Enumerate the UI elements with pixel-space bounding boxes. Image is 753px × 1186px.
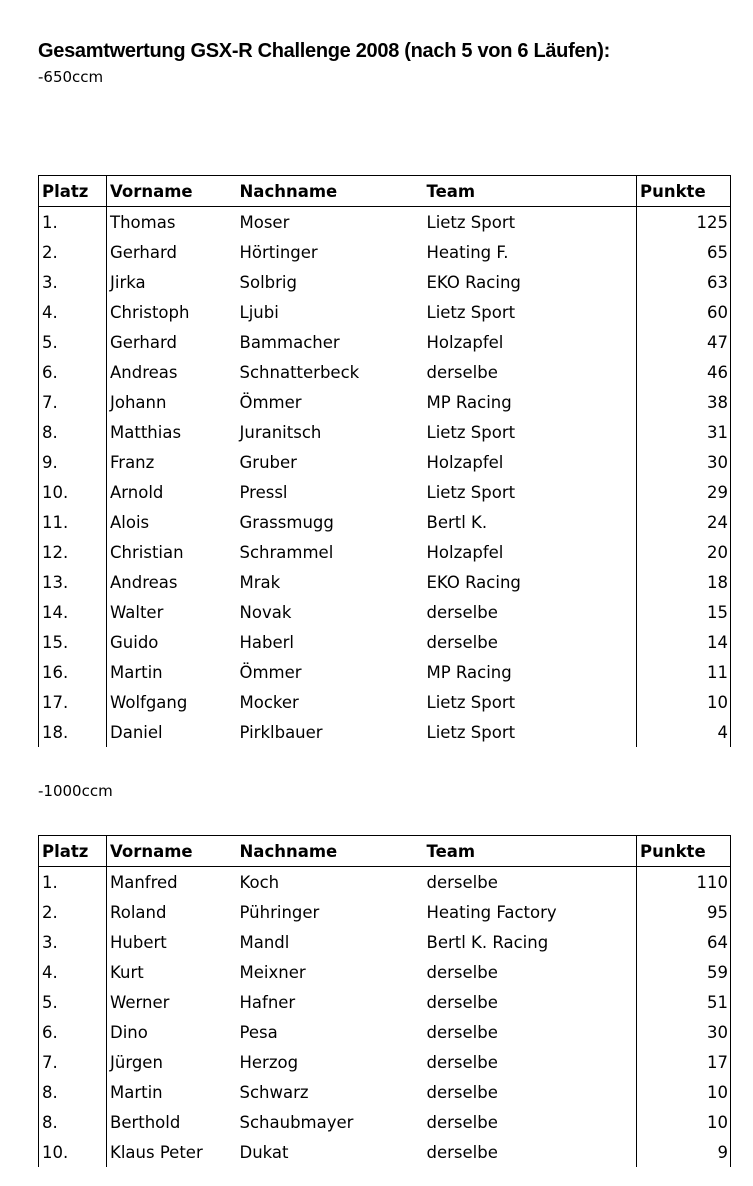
table-row [39,1107,731,1137]
cell-punkte: 64 [637,927,731,957]
column-header-platz: Platz [39,176,107,207]
cell-punkte: 10 [637,687,731,717]
cell-nachname: Hafner [239,992,296,1012]
cell-vorname: Gerhard [107,327,237,357]
cell-vorname: Manfred [107,867,237,898]
cell-vorname: Werner [107,987,237,1017]
cell-team: Lietz Sport [426,722,516,742]
cell-punkte: 63 [637,267,731,297]
table-row [39,987,731,1017]
column-header-punkte: Punkte [637,176,731,207]
cell-punkte: 10 [637,1077,731,1107]
cell-platz: 6. [39,357,107,387]
cell-platz: 17. [39,687,107,717]
cell-platz: 14. [39,597,107,627]
cell-team: derselbe [426,992,498,1012]
cell-platz: 4. [39,957,107,987]
section-label-1000ccm: -1000ccm [38,782,113,800]
cell-punkte: 125 [637,207,731,238]
cell-punkte: 47 [637,327,731,357]
results-table-1000ccm [38,835,731,1167]
cell-vorname: Martin [107,1077,237,1107]
cell-nachname: Dukat [239,1142,289,1162]
cell-punkte: 17 [637,1047,731,1077]
cell-platz: 9. [39,447,107,477]
column-header-nachname: Nachname [237,176,424,207]
cell-nachname: Schaubmayer [239,1112,354,1132]
cell-punkte: 31 [637,417,731,447]
cell-team: derselbe [426,872,498,892]
cell-team: derselbe [426,1112,498,1132]
cell-nachname: Koch [239,872,280,892]
table-row [39,957,731,987]
table-row [39,717,731,747]
cell-team: derselbe [426,962,498,982]
table-row [39,897,731,927]
cell-platz: 15. [39,627,107,657]
cell-team: EKO Racing [426,272,521,292]
cell-punkte: 110 [637,867,731,898]
table-row [39,1077,731,1107]
cell-team: EKO Racing [426,572,521,592]
cell-team: Lietz Sport [426,212,516,232]
table-row [39,267,731,297]
section-label-650ccm: -650ccm [38,68,104,86]
cell-nachname: Ljubi [239,302,279,322]
cell-platz: 8. [39,417,107,447]
cell-nachname: Pirklbauer [239,722,323,742]
cell-platz: 5. [39,327,107,357]
cell-punkte: 30 [637,447,731,477]
cell-nachname: Haberl [239,632,295,652]
column-header-platz: Platz [39,836,107,867]
cell-nachname: Bammacher [239,332,340,352]
cell-platz: 7. [39,1047,107,1077]
cell-team: Holzapfel [426,332,504,352]
cell-platz: 13. [39,567,107,597]
cell-nachname: Ömmer [239,662,302,682]
cell-nachname: Grassmugg [239,512,334,532]
cell-punkte: 15 [637,597,731,627]
table-row [39,387,731,417]
cell-team: derselbe [426,1052,498,1072]
cell-punkte: 29 [637,477,731,507]
cell-team: Lietz Sport [426,422,516,442]
cell-punkte: 65 [637,237,731,267]
cell-platz: 2. [39,237,107,267]
cell-platz: 2. [39,897,107,927]
table-row [39,1047,731,1077]
cell-nachname: Mrak [239,572,281,592]
cell-team: derselbe [426,632,498,652]
table-row [39,237,731,267]
column-header-punkte: Punkte [637,836,731,867]
cell-vorname: Johann [107,387,237,417]
cell-vorname: Arnold [107,477,237,507]
cell-team: Lietz Sport [426,692,516,712]
cell-vorname: Klaus Peter [107,1137,237,1167]
table-row [39,447,731,477]
cell-platz: 6. [39,1017,107,1047]
column-header-vorname: Vorname [107,836,237,867]
cell-nachname: Novak [239,602,292,622]
header-row [39,836,731,867]
cell-team: Holzapfel [426,452,504,472]
cell-nachname: Mocker [239,692,299,712]
cell-team: derselbe [426,1142,498,1162]
cell-platz: 10. [39,477,107,507]
cell-team: Heating F. [426,242,509,262]
cell-vorname: Guido [107,627,237,657]
column-header-team: Team [424,176,637,207]
cell-vorname: Dino [107,1017,237,1047]
page-title: Gesamtwertung GSX-R Challenge 2008 (nach 5 von 6 Läufen): [38,40,610,62]
cell-platz: 4. [39,297,107,327]
cell-vorname: Andreas [107,567,237,597]
cell-team: MP Racing [426,392,512,412]
cell-platz: 10. [39,1137,107,1167]
cell-platz: 8. [39,1077,107,1107]
cell-nachname: Gruber [239,452,297,472]
cell-nachname: Meixner [239,962,306,982]
cell-vorname: Jirka [107,267,237,297]
results-table-650ccm [38,175,731,747]
table-row [39,207,731,238]
table-row [39,507,731,537]
table-row [39,357,731,387]
cell-vorname: Matthias [107,417,237,447]
cell-punkte: 51 [637,987,731,1017]
cell-vorname: Daniel [107,717,237,747]
cell-team: Holzapfel [426,542,504,562]
cell-nachname: Moser [239,212,290,232]
cell-platz: 12. [39,537,107,567]
cell-platz: 1. [39,207,107,238]
cell-vorname: Roland [107,897,237,927]
cell-team: derselbe [426,602,498,622]
table-row [39,537,731,567]
cell-platz: 18. [39,717,107,747]
column-header-nachname: Nachname [237,836,424,867]
cell-vorname: Andreas [107,357,237,387]
cell-nachname: Schrammel [239,542,334,562]
cell-team: Bertl K. [426,512,488,532]
cell-nachname: Pühringer [239,902,320,922]
cell-vorname: Gerhard [107,237,237,267]
table-row [39,567,731,597]
cell-vorname: Hubert [107,927,237,957]
cell-team: Lietz Sport [426,482,516,502]
cell-team: MP Racing [426,662,512,682]
table-row [39,417,731,447]
table-row [39,867,731,898]
cell-platz: 3. [39,927,107,957]
cell-vorname: Berthold [107,1107,237,1137]
cell-team: Lietz Sport [426,302,516,322]
cell-vorname: Jürgen [107,1047,237,1077]
cell-vorname: Thomas [107,207,237,238]
cell-nachname: Schwarz [239,1082,309,1102]
cell-nachname: Mandl [239,932,290,952]
cell-vorname: Alois [107,507,237,537]
cell-punkte: 59 [637,957,731,987]
cell-team: derselbe [426,1082,498,1102]
cell-platz: 7. [39,387,107,417]
cell-platz: 3. [39,267,107,297]
cell-punkte: 10 [637,1107,731,1137]
cell-vorname: Franz [107,447,237,477]
cell-nachname: Herzog [239,1052,299,1072]
cell-nachname: Juranitsch [239,422,322,442]
cell-punkte: 20 [637,537,731,567]
cell-team: derselbe [426,1022,498,1042]
header-row [39,176,731,207]
cell-punkte: 60 [637,297,731,327]
table-row [39,327,731,357]
cell-punkte: 18 [637,567,731,597]
table-row [39,597,731,627]
cell-nachname: Pesa [239,1022,278,1042]
table-row [39,657,731,687]
cell-vorname: Martin [107,657,237,687]
cell-punkte: 4 [637,717,731,747]
cell-vorname: Wolfgang [107,687,237,717]
column-header-team: Team [424,836,637,867]
cell-vorname: Kurt [107,957,237,987]
cell-punkte: 30 [637,1017,731,1047]
table-row [39,1017,731,1047]
cell-team: Heating Factory [426,902,557,922]
cell-team: derselbe [426,362,498,382]
cell-team: Bertl K. Racing [426,932,549,952]
cell-platz: 5. [39,987,107,1017]
table-row [39,1137,731,1167]
cell-platz: 11. [39,507,107,537]
cell-punkte: 38 [637,387,731,417]
cell-nachname: Schnatterbeck [239,362,360,382]
cell-nachname: Pressl [239,482,288,502]
cell-nachname: Hörtinger [239,242,318,262]
table-row [39,297,731,327]
table-row [39,477,731,507]
table-row [39,927,731,957]
cell-vorname: Christian [107,537,237,567]
cell-vorname: Walter [107,597,237,627]
table-row [39,627,731,657]
table-row [39,687,731,717]
cell-vorname: Christoph [107,297,237,327]
cell-punkte: 14 [637,627,731,657]
cell-punkte: 95 [637,897,731,927]
cell-platz: 1. [39,867,107,898]
cell-punkte: 9 [637,1137,731,1167]
cell-punkte: 46 [637,357,731,387]
column-header-vorname: Vorname [107,176,237,207]
cell-platz: 8. [39,1107,107,1137]
cell-nachname: Ömmer [239,392,302,412]
cell-punkte: 11 [637,657,731,687]
cell-punkte: 24 [637,507,731,537]
cell-platz: 16. [39,657,107,687]
cell-nachname: Solbrig [239,272,297,292]
